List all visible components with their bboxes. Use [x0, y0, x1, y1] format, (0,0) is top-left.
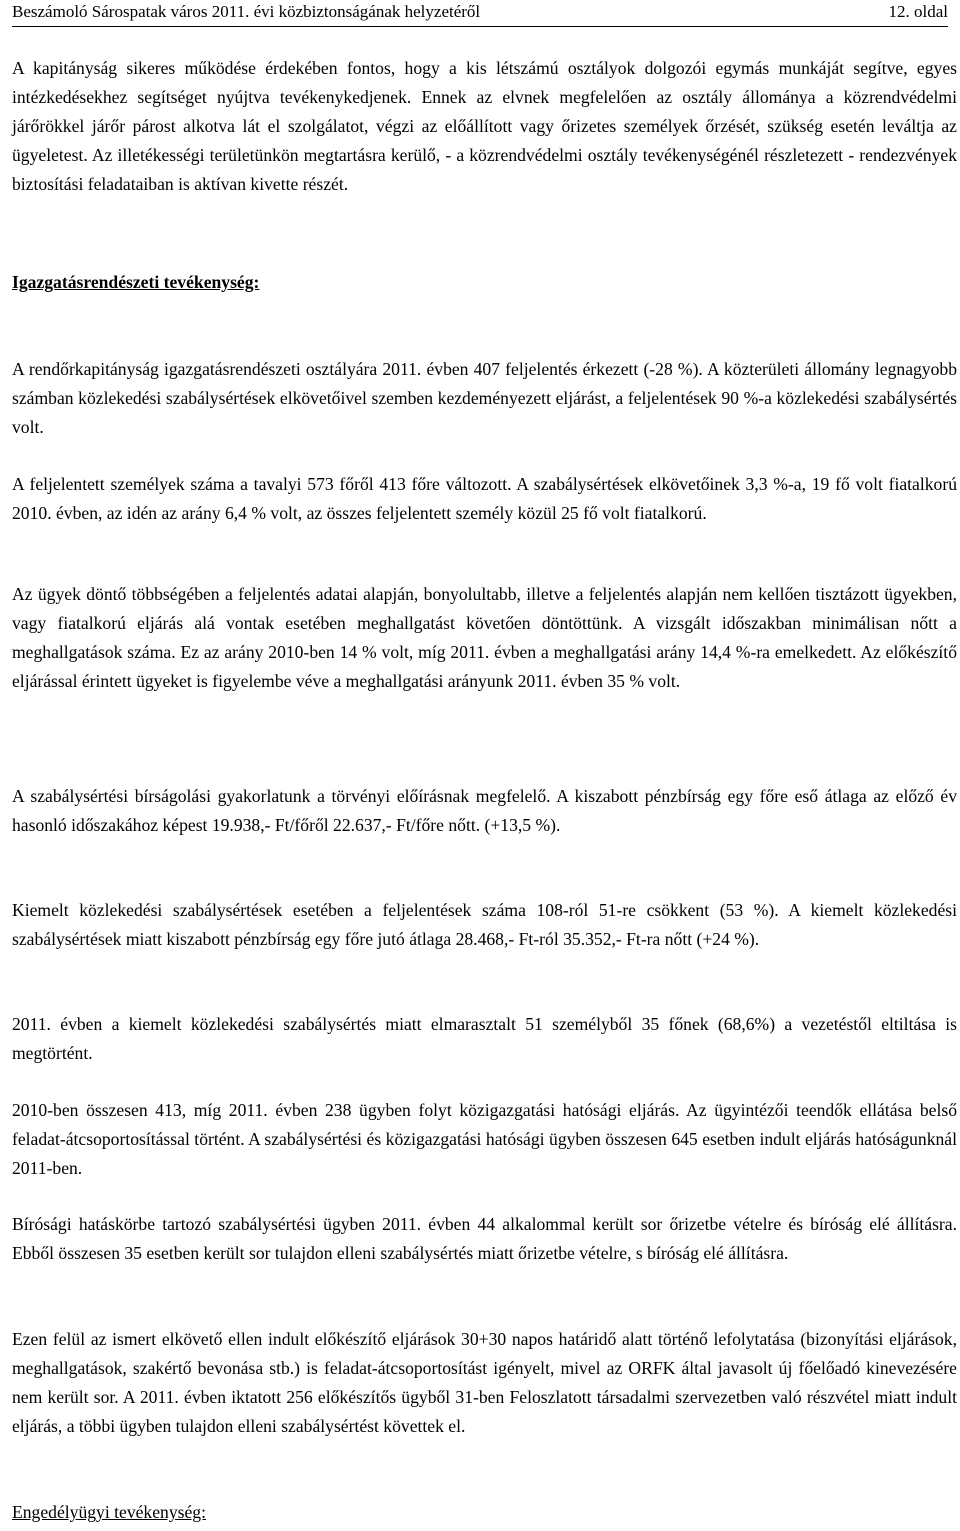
paragraph-hearings: Az ügyek döntő többségében a feljelentés adatai alapján, bonyolultabb, illetve a feljelentés alapján nem kellően tisztázott ügyekben, vagy fiatalkorú eljárás alá vontak esetében meghallgatást követően döntöttünk. A vizsgált időszakban minimálisan nőtt a meghallgatások száma. Ez az arány 2010-ben 14 % volt, míg 2011. évben a meghallgatási arány 14,4 %-ra emelkedett. Az előkészítő eljárással érintett ügyeket is figyelembe véve a meghallgatási arányunk 2011. évben 35 % volt. [12, 584, 957, 691]
paragraph-complaints: A rendőrkapitányság igazgatásrendészeti osztályára 2011. évben 407 feljelentés érkezett (-28 %). A közterületi állomány legnagyobb számban közlekedési szabálysértések elkövetőivel szemben kezdeményezett eljárást, a feljelentések 90 %-a közlekedési szabálysértés volt. [12, 359, 957, 437]
paragraph-reported-persons: A feljelentett személyek száma a tavalyi 573 főről 413 főre változott. A szabálysértések elkövetőinek 3,3 %-a, 19 fő volt fiatalkorú 2010. évben, az idén az arány 6,4 % volt, az összes feljelentett személy közül 25 fő volt fiatalkorú. [12, 474, 957, 523]
paragraph-court-cases: Bírósági hatáskörbe tartozó szabálysértési ügyben 2011. évben 44 alkalommal került sor őrizetbe vételre és bíróság elé állításra. Ebből összesen 35 esetben került sor tulajdon elleni szabálysértés miatt őrizetbe vételre, s bíróság elé állításra. [12, 1214, 957, 1263]
page-header [12, 0, 948, 27]
paragraph-cooperation: A kapitányság sikeres működése érdekében fontos, hogy a kis létszámú osztályok dolgozói egymás munkáját segítve, egyes intézkedésekhez segítséget nyújtva tevékenykedjenek. Ennek az elvnek megfelelően az osztály állománya a közrendvédelmi járőrökkel járőr párost alkotva lát el szolgálatot, végzi az előállított vagy őrizetes személyek őrzését, szükség esetén leváltja az ügyeletest. Az illetékességi területünkön megtartásra kerülő, - a közrendvédelmi osztály tevékenységénél részletezett - rendezvények biztosítási feladataiban is aktívan kivette részét. [12, 58, 957, 194]
page-number: 12. oldal [888, 2, 948, 21]
document-title: Beszámoló Sárospatak város 2011. évi közbiztonságának helyzetéről [12, 2, 481, 21]
paragraph-administrative-procedures: 2010-ben összesen 413, míg 2011. évben 238 ügyben folyt közigazgatási hatósági eljárás. Az ügyintézői teendők ellátása belső feladat-átcsoportosítással történt. A szabálysértési és közigazgatási hatósági ügyben összesen 645 esetben indult eljárás hatóságunknál 2011-ben. [12, 1100, 957, 1178]
paragraph-fines: A szabálysértési bírságolási gyakorlatunk a törvényi előírásnak megfelelő. A kiszabott pénzbírság egy főre eső átlaga az előző év hasonló időszakához képest 19.938,- Ft/főről 22.637,- Ft/főre nőtt. (+13,5 %). [12, 786, 957, 835]
paragraph-license-suspension: 2011. évben a kiemelt közlekedési szabálysértés miatt elmarasztalt 51 személyből 35 főnek (68,6%) a vezetéstől eltiltása is megtörtént. [12, 1014, 957, 1063]
section-heading-licensing: Engedélyügyi tevékenység: [12, 1502, 206, 1522]
section-heading-administration: Igazgatásrendészeti tevékenység: [12, 272, 260, 292]
paragraph-traffic-offences: Kiemelt közlekedési szabálysértések esetében a feljelentések száma 108-ról 51-re csökkent (53 %). A kiemelt közlekedési szabálysértések miatt kiszabott pénzbírság egy főre jutó átlaga 28.468,- Ft-ról 35.352,- Ft-ra nőtt (+24 %). [12, 900, 957, 949]
paragraph-preparatory-procedures: Ezen felül az ismert elkövető ellen indult előkészítő eljárások 30+30 napos határidő alatt történő lefolytatása (bizonyítási eljárások, meghallgatások, szakértő bevonása stb.) is feladat-átcsoportosítást igényelt, mivel az ORFK által javasolt új főelőadó kinevezésére nem került sor. A 2011. évben iktatott 256 előkészítős ügyből 31-ben Feloszlatott társadalmi szervezetben való részvétel miatt indult eljárás, a többi ügyben tulajdon elleni szabálysértést követtek el. [12, 1329, 957, 1436]
